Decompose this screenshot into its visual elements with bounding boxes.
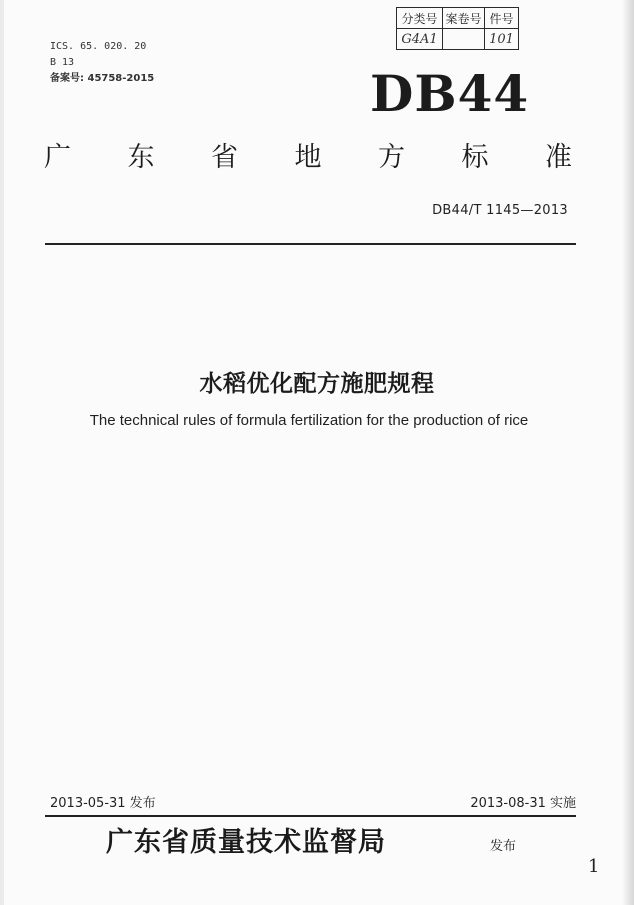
standard-type-char: 东: [127, 142, 155, 173]
archive-stamp-header-item: 件号: [485, 8, 519, 29]
issue-label: 发布: [490, 839, 517, 854]
archive-stamp-header-category: 分类号: [397, 8, 443, 29]
archive-stamp-header-file: 案卷号: [443, 8, 485, 29]
standard-type-char: 省: [211, 142, 238, 173]
standard-type-char: 方: [378, 142, 405, 173]
footer-divider: [45, 815, 576, 817]
scan-shadow-left: [0, 0, 4, 905]
standard-type-char: 地: [294, 142, 322, 173]
archive-stamp-value-file: [443, 29, 485, 50]
db44-logo: DB44: [370, 64, 530, 123]
archive-stamp-header-row: [397, 8, 519, 29]
archive-stamp-value-row: [397, 29, 519, 50]
issuing-authority: 广东省质量技术监督局: [106, 827, 386, 858]
standard-type-char: 标: [461, 142, 489, 173]
archive-stamp-table: [396, 7, 519, 50]
archive-stamp-value-item: 101: [485, 29, 519, 50]
standard-type-heading: [44, 138, 572, 178]
page-number: 1: [588, 856, 600, 877]
standard-number: DB44/T 1145—2013: [432, 203, 568, 218]
implementation-date: 2013-08-31 实施: [470, 796, 576, 811]
record-number: 备案号: 45758-2015: [50, 73, 155, 84]
classification-code: B 13: [50, 57, 75, 68]
archive-stamp-value-category: G4A1: [397, 29, 443, 50]
document-title-english: The technical rules of formula fertilization for the production of rice: [89, 412, 529, 429]
scan-shadow-right: [622, 0, 634, 905]
document-title-chinese: 水稻优化配方施肥规程: [199, 371, 435, 397]
standard-type-char: 准: [545, 142, 572, 173]
ics-code: ICS. 65. 020. 20: [50, 41, 147, 52]
issue-date: 2013-05-31 发布: [50, 796, 156, 811]
standard-type-char: 广: [44, 142, 71, 173]
header-divider: [45, 243, 576, 245]
